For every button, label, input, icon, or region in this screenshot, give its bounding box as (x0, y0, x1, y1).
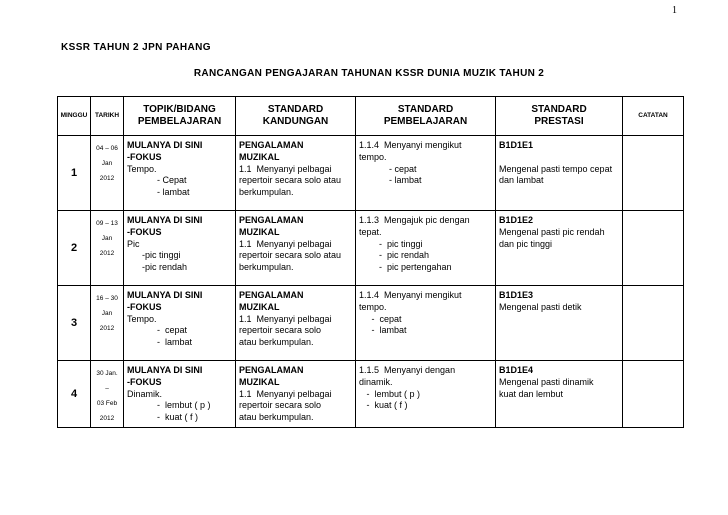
content-standard-body: 1.1 Menyanyi pelbagai repertoir secara solo atau berkumpulan. (239, 238, 342, 273)
date-line: 2012 (99, 415, 115, 422)
learning-standard-text: 1.1.3 Mengajuk pic dengan tepat. - pic tinggi - pic rendah - pic pertengahan (359, 215, 470, 273)
date-line: 16 – 30 (96, 295, 118, 302)
content-standard-body: 1.1 Menyanyi pelbagai repertoir secara solo atau berkumpulan. (239, 163, 342, 198)
content-standard-cell (236, 286, 356, 361)
header-kandungan: STANDARD KANDUNGAN (236, 97, 356, 136)
performance-code: B1D1E4 (499, 365, 534, 375)
date-line: 2012 (99, 175, 115, 182)
date-line: Jan (101, 160, 113, 167)
performance-description: Mengenal pasti dinamik kuat dan lembut (499, 376, 594, 399)
performance-standard-text (496, 361, 622, 400)
learning-standard-text: 1.1.5 Menyanyi dengan dinamik. - lembut ( p ) - kuat ( f ) (359, 365, 456, 411)
date-cell (91, 136, 124, 211)
notes-cell (623, 211, 684, 286)
performance-code: B1D1E1 (499, 140, 534, 150)
learning-standard-cell (356, 136, 496, 211)
week-number: 4 (58, 361, 91, 428)
content-standard-heading: PENGALAMAN MUZIKAL (239, 215, 304, 237)
performance-code: B1D1E3 (499, 290, 534, 300)
content-standard-text (236, 286, 355, 349)
topic-text (124, 286, 235, 349)
date-cell (91, 286, 124, 361)
topic-body: Tempo. - Cepat - lambat (127, 163, 190, 198)
date-cell (91, 211, 124, 286)
date-cell (91, 361, 124, 428)
topic-text (124, 136, 235, 199)
learning-standard-cell (356, 361, 496, 428)
week-number: 1 (58, 136, 91, 211)
header-prestasi: STANDARD PRESTASI (496, 97, 623, 136)
date-line: Jan (101, 235, 113, 242)
content-standard-text (236, 361, 355, 424)
content-standard-heading: PENGALAMAN MUZIKAL (239, 140, 304, 162)
date-line: 30 Jan. (96, 370, 118, 377)
performance-description: Mengenal pasti pic rendah dan pic tinggi (499, 226, 605, 249)
table-row (58, 361, 684, 428)
topic-cell (124, 211, 236, 286)
topic-cell (124, 136, 236, 211)
performance-standard-cell (496, 361, 623, 428)
header-catatan: CATATAN (623, 97, 684, 136)
table-body (58, 136, 684, 428)
week-number: 3 (58, 286, 91, 361)
topic-heading: MULANYA DI SINI -FOKUS (127, 290, 203, 312)
topic-cell (124, 361, 236, 428)
header-topik: TOPIK/BIDANG PEMBELAJARAN (124, 97, 236, 136)
topic-heading: MULANYA DI SINI -FOKUS (127, 215, 203, 237)
performance-description: Mengenal pasti detik (499, 301, 582, 312)
topic-heading: MULANYA DI SINI -FOKUS (127, 365, 203, 387)
content-standard-text (236, 136, 355, 199)
performance-code: B1D1E2 (499, 215, 534, 225)
learning-standard-text: 1.1.4 Menyanyi mengikut tempo. - cepat - lambat (359, 290, 462, 336)
performance-description: Mengenal pasti tempo cepat dan lambat (499, 163, 613, 186)
lesson-plan-table (57, 96, 684, 428)
topic-body: Dinamik. - lembut ( p ) - kuat ( f ) (127, 388, 211, 423)
content-standard-cell (236, 136, 356, 211)
performance-standard-cell (496, 211, 623, 286)
topic-text (124, 211, 235, 274)
content-standard-cell (236, 361, 356, 428)
date-line: 2012 (99, 325, 115, 332)
date-line: – (105, 385, 109, 392)
topic-heading: MULANYA DI SINI -FOKUS (127, 140, 203, 162)
header-minggu: MINGGU (58, 97, 91, 136)
table-row (58, 136, 684, 211)
topic-body: Tempo. - cepat - lambat (127, 313, 193, 348)
performance-standard-text (496, 286, 622, 314)
header-tarikh: TARIKH (91, 97, 124, 136)
notes-cell (623, 361, 684, 428)
topic-body: Pic -pic tinggi -pic rendah (127, 238, 188, 273)
notes-cell (623, 136, 684, 211)
date-line: 03 Feb (96, 400, 118, 407)
table-header-row (58, 97, 684, 136)
table-row (58, 286, 684, 361)
content-standard-body: 1.1 Menyanyi pelbagai repertoir secara solo atau berkumpulan. (239, 388, 332, 423)
header-pembelajaran: STANDARD PEMBELAJARAN (356, 97, 496, 136)
learning-standard-text: 1.1.4 Menyanyi mengikut tempo. - cepat - lambat (359, 140, 462, 186)
learning-standard-cell (356, 286, 496, 361)
performance-standard-cell (496, 136, 623, 211)
school-header: KSSR TAHUN 2 JPN PAHANG (61, 42, 211, 53)
performance-standard-text (496, 136, 622, 187)
date-line: Jan (101, 310, 113, 317)
content-standard-text (236, 211, 355, 274)
topic-cell (124, 286, 236, 361)
page-number: 1 (672, 5, 677, 16)
notes-cell (623, 286, 684, 361)
date-line: 04 – 06 (96, 145, 118, 152)
table-row (58, 211, 684, 286)
content-standard-heading: PENGALAMAN MUZIKAL (239, 290, 304, 312)
performance-standard-cell (496, 286, 623, 361)
date-line: 09 – 13 (96, 220, 118, 227)
content-standard-cell (236, 211, 356, 286)
learning-standard-cell (356, 211, 496, 286)
week-number: 2 (58, 211, 91, 286)
topic-text (124, 361, 235, 424)
content-standard-body: 1.1 Menyanyi pelbagai repertoir secara solo atau berkumpulan. (239, 313, 332, 348)
document-title: RANCANGAN PENGAJARAN TAHUNAN KSSR DUNIA MUZIK TAHUN 2 (193, 68, 545, 79)
content-standard-heading: PENGALAMAN MUZIKAL (239, 365, 304, 387)
date-line: 2012 (99, 250, 115, 257)
performance-standard-text (496, 211, 622, 250)
